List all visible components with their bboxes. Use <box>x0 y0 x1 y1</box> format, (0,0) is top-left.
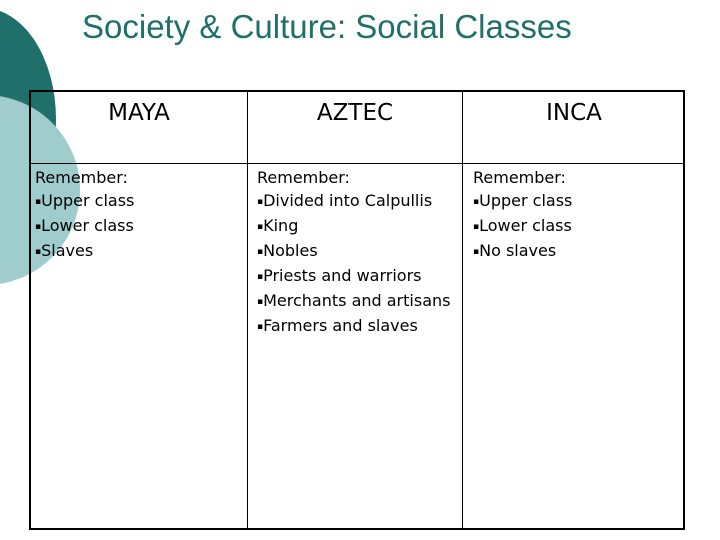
list-item: ▪Divided into Calpullis <box>257 191 433 210</box>
social-classes-table <box>29 90 685 530</box>
list-item: ▪Nobles <box>257 241 318 260</box>
bullet-icon: ▪ <box>257 272 264 282</box>
bullet-icon: ▪ <box>473 222 480 232</box>
bullet-icon: ▪ <box>257 322 264 332</box>
aztec-cell <box>257 166 450 339</box>
slide-title: Society & Culture: Social Classes <box>82 8 572 45</box>
inca-cell <box>473 166 572 264</box>
inca-intro: Remember: <box>473 168 566 187</box>
list-item: ▪Upper class <box>35 191 135 210</box>
maya-intro: Remember: <box>35 168 128 187</box>
header-aztec: AZTEC <box>316 100 394 126</box>
bullet-icon: ▪ <box>257 197 264 207</box>
maya-cell <box>35 166 134 264</box>
bullet-icon: ▪ <box>35 197 42 207</box>
aztec-intro: Remember: <box>257 168 350 187</box>
list-item: ▪Lower class <box>473 216 572 235</box>
list-item: ▪Upper class <box>473 191 573 210</box>
list-item: ▪Farmers and slaves <box>257 316 418 335</box>
bullet-icon: ▪ <box>257 222 264 232</box>
header-maya: MAYA <box>108 100 170 126</box>
bullet-icon: ▪ <box>257 247 264 257</box>
list-item: ▪Merchants and artisans <box>257 291 451 310</box>
list-item: ▪King <box>257 216 299 235</box>
header-divider <box>31 163 683 164</box>
bullet-icon: ▪ <box>473 197 480 207</box>
header-inca: INCA <box>546 100 602 126</box>
bullet-icon: ▪ <box>35 222 42 232</box>
list-item: ▪Slaves <box>35 241 94 260</box>
list-item: ▪Priests and warriors <box>257 266 422 285</box>
bullet-icon: ▪ <box>473 247 480 257</box>
bullet-icon: ▪ <box>257 297 264 307</box>
list-item: ▪No slaves <box>473 241 557 260</box>
list-item: ▪Lower class <box>35 216 134 235</box>
bullet-icon: ▪ <box>35 247 42 257</box>
